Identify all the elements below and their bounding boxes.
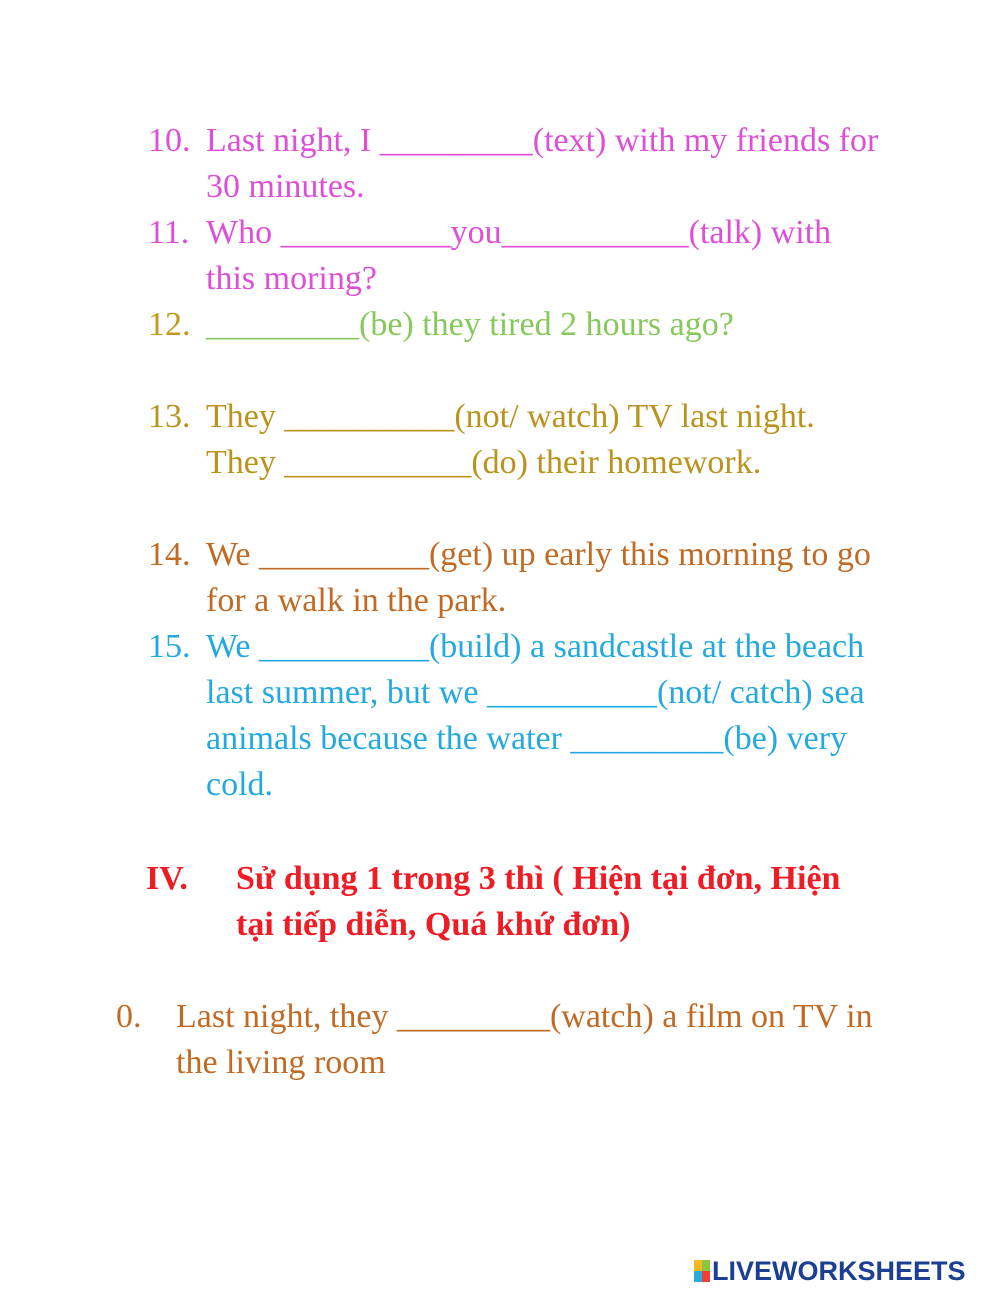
question-text: We __________(get) up early this morning to go for a walk in the park. [206,536,871,619]
question-text: Last night, they _________(watch) a film on TV in the living room [176,998,873,1081]
question-text: Who __________you___________(talk) with this moring? [206,214,832,297]
liveworksheets-logo [694,1256,966,1286]
question-text: Last night, I _________(text) with my friends for 30 minutes. [206,122,879,205]
liveworksheets-mark-icon [694,1260,710,1282]
section-title: Sử dụng 1 trong 3 thì ( Hiện tại đơn, Hiện tại tiếp diễn, Quá khứ đơn) [236,860,841,943]
question-text: We __________(build) a sandcastle at the beach last summer, but we __________(not/ catch) sea animals because the water _________(be) very cold. [206,628,865,803]
question-number: 11. [148,214,190,251]
question-number: 15. [148,628,191,665]
question-text: _________(be) they tired 2 hours ago? [206,306,734,343]
question-number: 12. [148,306,191,343]
question-number: 0. [116,998,142,1035]
question-number: 10. [148,122,191,159]
section-number: IV. [146,860,188,897]
logo-text: LIVEWORKSHEETS [712,1255,966,1286]
question-number: 14. [148,536,191,573]
question-text: They __________(not/ watch) TV last night. They ___________(do) their homework. [206,398,815,481]
question-number: 13. [148,398,191,435]
